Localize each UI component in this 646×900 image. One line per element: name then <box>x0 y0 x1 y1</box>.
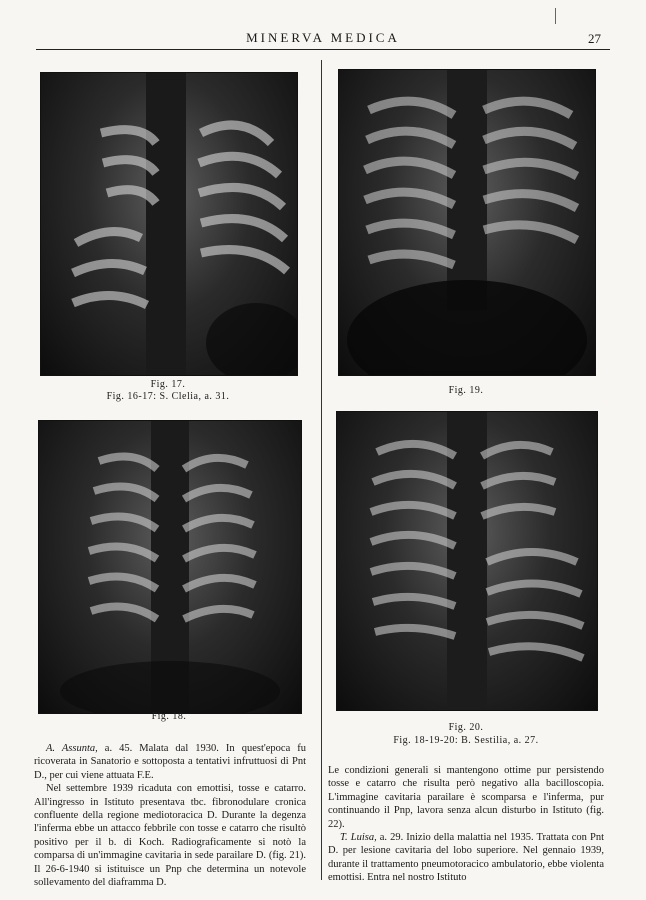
caption-fig-17: Fig. 17. <box>150 379 186 390</box>
left-column-text <box>34 742 306 889</box>
right-column-text <box>328 764 604 885</box>
paragraph-assunta-body: a. 45. Malata dal 1930. In quest'epoca fu ricoverata in Sanatorio e sottoposta a tentativi infruttuosi di Pnt D., per cui viene attuata F.E. <box>34 743 307 781</box>
column-rule <box>321 60 322 880</box>
patient-name-assunta: A. Assunta, <box>46 743 98 754</box>
radiograph-fig-20 <box>336 411 598 711</box>
patient-name-luisa: T. Luisa, <box>340 832 377 844</box>
corner-mark <box>555 8 556 24</box>
paragraph-conditions: Le condizioni generali si mantengono ottime pur persistendo tosse e catarro che risulta però negativo alla bacilloscopia. L'immagine cavitaria parailare è scomparsa e l'inferma, pur continuando il Pnp, lavora senza alcun disturbo in Istituto (fig. 22). <box>328 765 604 830</box>
header-rule <box>36 49 610 50</box>
page-number: 27 <box>588 31 601 46</box>
paragraph-assunta <box>34 742 306 782</box>
subcaption-fig-16-17: Fig. 16-17: S. Clelia, a. 31. <box>106 391 230 402</box>
paragraph-relapse: Nel settembre 1939 ricaduta con emottisi, tosse e catarro. All'ingresso in Istituto presentava tbc. fibronodulare cronica confluente della regione mediotoracica D. Durante la degenza l'inferma ebbe un attacco febbrile con tosse e catarro che risultò positivo per il b. di Koch. Radiograficamente si notò la comparsa di un'immagine cavitaria in sede parailare D. (fig. 21). Il 26-6-1940 si istituisce un Pnp che determina un notevole sollevamento del diaframma D. <box>34 783 306 889</box>
radiograph-fig-18 <box>38 420 302 714</box>
subcaption-fig-18-19-20: Fig. 18-19-20: B. Sestilia, a. 27. <box>393 735 539 746</box>
caption-fig-20: Fig. 20. <box>448 722 484 733</box>
radiograph-fig-17 <box>40 72 298 376</box>
caption-fig-18: Fig. 18. <box>151 711 187 722</box>
caption-fig-19: Fig. 19. <box>448 385 484 396</box>
radiograph-fig-19 <box>338 69 596 376</box>
paragraph-luisa-body: a. 29. Inizio della malattia nel 1935. Trattata con Pnt D. per lesione cavitaria del lobo superiore. Nel gennaio 1939, durante il trattamento pneumotoracico ambulatorio, ebbe violenta emottisi. Entra nel nostro Istituto <box>328 832 604 884</box>
paragraph-luisa <box>328 831 604 885</box>
journal-title: MINERVA MEDICA <box>246 30 400 45</box>
